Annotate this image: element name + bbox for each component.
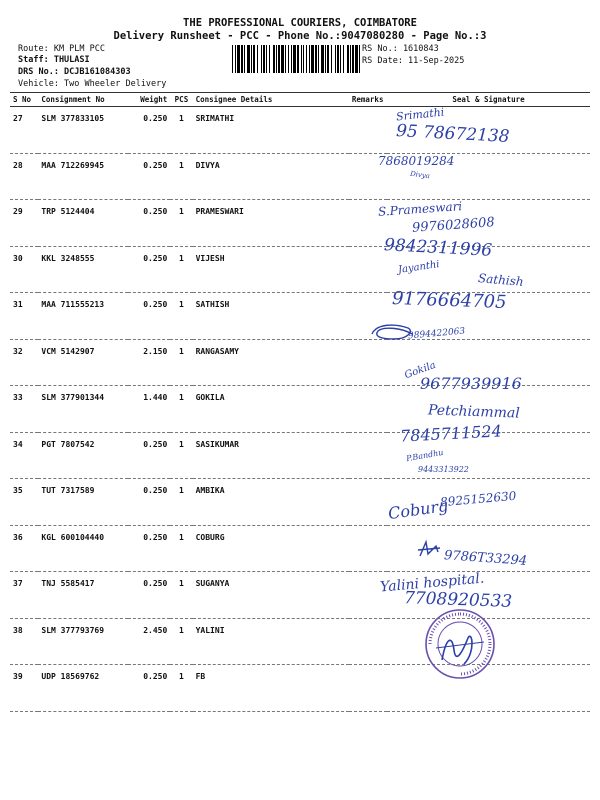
cell-remarks — [349, 665, 387, 712]
cell-consignment: KKL 3248555 — [38, 246, 127, 293]
cell-consignee: AMBIKA — [193, 479, 349, 526]
scribble-signature-icon — [416, 538, 442, 560]
handwritten-signature: Gokila — [403, 359, 438, 382]
cell-consignee: PRAMESWARI — [193, 200, 349, 247]
cell-consignee: YALINI — [193, 618, 349, 665]
handwritten-signature: Petchiammal — [427, 402, 521, 422]
barcode-bar — [237, 45, 240, 73]
cell-sno: 28 — [10, 153, 38, 200]
cell-pcs: 1 — [170, 572, 192, 619]
cell-pcs: 1 — [170, 339, 192, 386]
barcode-bar — [355, 45, 358, 73]
col-sno: S No — [10, 93, 38, 107]
barcode-bar — [263, 45, 265, 73]
barcode-bar — [288, 45, 289, 73]
cell-pcs: 1 — [170, 665, 192, 712]
cell-consignment: VCM 5142907 — [38, 339, 127, 386]
cell-consignment: SLM 377793769 — [38, 618, 127, 665]
cell-consignee: SRIMATHI — [193, 107, 349, 154]
cell-weight: 0.250 — [128, 293, 171, 340]
table-row — [10, 200, 590, 247]
cell-consignee: VIJESH — [193, 246, 349, 293]
barcode-bar — [315, 45, 317, 73]
barcode-bar — [251, 45, 252, 73]
handwritten-signature: S.Prameswari — [377, 199, 463, 219]
cell-weight: 0.250 — [128, 525, 171, 572]
barcode-bar — [241, 45, 243, 73]
cell-consignment: TRP 5124404 — [38, 200, 127, 247]
route-info: Route: KM PLM PCC — [18, 44, 105, 54]
handwritten-phone: 8925152630 — [439, 488, 517, 510]
cell-pcs: 1 — [170, 618, 192, 665]
cell-remarks — [349, 107, 387, 154]
cell-consignment: KGL 600104440 — [38, 525, 127, 572]
handwritten-phone: 9176664705 — [391, 288, 507, 313]
cell-weight: 0.250 — [128, 572, 171, 619]
cell-consignment: SLM 377833105 — [38, 107, 127, 154]
barcode-bar — [261, 45, 262, 73]
cell-consignment: PGT 7807542 — [38, 432, 127, 479]
cell-sno: 38 — [10, 618, 38, 665]
cell-remarks — [349, 246, 387, 293]
cell-consignee: FB — [193, 665, 349, 712]
col-signature: Seal & Signature — [387, 93, 590, 107]
cell-pcs: 1 — [170, 386, 192, 433]
handwritten-phone: 9443313922 — [418, 465, 469, 474]
handwritten-phone: 7708920533 — [403, 588, 513, 612]
barcode-image — [232, 45, 360, 73]
cell-sno: 33 — [10, 386, 38, 433]
handwritten-phone: 9786T33294 — [443, 548, 528, 569]
barcode-bar — [359, 45, 360, 73]
col-weight: Weight — [128, 93, 171, 107]
cell-weight: 0.250 — [128, 432, 171, 479]
cell-consignment: MAA 712269945 — [38, 153, 127, 200]
rs-date: RS Date: 11-Sep-2025 — [362, 56, 465, 66]
barcode-bar — [321, 45, 324, 73]
barcode-bar — [293, 45, 296, 73]
barcode-bar — [278, 45, 280, 73]
cell-pcs: 1 — [170, 479, 192, 526]
cell-sno: 31 — [10, 293, 38, 340]
cell-sno: 27 — [10, 107, 38, 154]
cell-consignee: SATHISH — [193, 293, 349, 340]
barcode-bar — [331, 45, 332, 73]
cell-sno: 34 — [10, 432, 38, 479]
handwritten-phone: 95 78672138 — [395, 121, 511, 147]
col-consignment: Consignment No — [38, 93, 127, 107]
handwritten-signature: Yalini hospital. — [379, 570, 485, 596]
cell-remarks — [349, 618, 387, 665]
runsheet-subtitle: Delivery Runsheet - PCC - Phone No.:9047080280 - Page No.:3 — [113, 30, 487, 42]
handwritten-signature: Sathish — [477, 271, 525, 289]
cell-pcs: 1 — [170, 107, 192, 154]
barcode-bar — [266, 45, 267, 73]
runsheet-table — [10, 92, 590, 712]
company-title: THE PROFESSIONAL COURIERS, COIMBATORE — [183, 17, 417, 29]
cell-remarks — [349, 479, 387, 526]
barcode-bar — [232, 45, 233, 73]
handwritten-phone: 9842311996 — [383, 235, 493, 261]
handwritten-phone: 7845711524 — [399, 421, 503, 446]
barcode-bar — [253, 45, 255, 73]
cell-consignee: GOKILA — [193, 386, 349, 433]
barcode-bar — [281, 45, 284, 73]
cell-weight: 2.450 — [128, 618, 171, 665]
barcode-bar — [327, 45, 329, 73]
cell-sno: 32 — [10, 339, 38, 386]
cell-pcs: 1 — [170, 525, 192, 572]
cell-sno: 37 — [10, 572, 38, 619]
cell-consignee: DIVYA — [193, 153, 349, 200]
barcode-bar — [235, 45, 236, 73]
cell-weight: 2.150 — [128, 339, 171, 386]
seal-stamp-icon — [424, 608, 496, 680]
barcode-bar — [276, 45, 277, 73]
handwritten-signature: Jayanthi — [397, 259, 441, 276]
cell-consignee: SUGANYA — [193, 572, 349, 619]
cell-weight: 0.250 — [128, 665, 171, 712]
vehicle-info: Vehicle: Two Wheeler Delivery — [18, 79, 167, 89]
barcode-bar — [335, 45, 336, 73]
table-row — [10, 153, 590, 200]
col-remarks: Remarks — [349, 93, 387, 107]
handwritten-phone: 9677939916 — [420, 374, 522, 393]
handwritten-signature: Srimathi — [395, 105, 445, 124]
cell-consignment: TUT 7317589 — [38, 479, 127, 526]
barcode-bar — [301, 45, 302, 73]
cell-sno: 39 — [10, 665, 38, 712]
rs-number: RS No.: 1610843 — [362, 44, 439, 54]
cell-weight: 0.250 — [128, 107, 171, 154]
barcode-bar — [291, 45, 292, 73]
table-row — [10, 665, 590, 712]
cell-consignment: UDP 18569762 — [38, 665, 127, 712]
barcode-bar — [306, 45, 307, 73]
barcode-bar — [337, 45, 339, 73]
cell-sno: 29 — [10, 200, 38, 247]
barcode-bar — [285, 45, 286, 73]
barcode-bar — [273, 45, 275, 73]
barcode-bar — [303, 45, 304, 73]
handwritten-signature: Divya — [409, 169, 431, 181]
barcode-bar — [352, 45, 354, 73]
col-pcs: PCS — [170, 93, 192, 107]
handwritten-phone: 7868019284 — [378, 154, 455, 168]
barcode-bar — [247, 45, 250, 73]
cell-consignee: COBURG — [193, 525, 349, 572]
drs-number: DRS No.: DCJB161084303 — [18, 67, 131, 77]
barcode-bar — [297, 45, 299, 73]
cell-pcs: 1 — [170, 200, 192, 247]
cell-weight: 0.250 — [128, 200, 171, 247]
barcode-bar — [309, 45, 310, 73]
cell-consignment: MAA 711555213 — [38, 293, 127, 340]
barcode-bar — [257, 45, 258, 73]
handwritten-phone: 9976028608 — [411, 215, 496, 236]
barcode-bar — [343, 45, 344, 73]
barcode-bar — [318, 45, 319, 73]
cell-pcs: 1 — [170, 293, 192, 340]
staff-info: Staff: THULASI — [18, 55, 90, 65]
cell-consignment: TNJ 5585417 — [38, 572, 127, 619]
cell-sno: 36 — [10, 525, 38, 572]
cell-remarks — [349, 432, 387, 479]
cell-weight: 0.250 — [128, 246, 171, 293]
col-consignee: Consignee Details — [193, 93, 349, 107]
cell-weight: 0.250 — [128, 153, 171, 200]
cell-pcs: 1 — [170, 153, 192, 200]
cell-consignee: RANGASAMY — [193, 339, 349, 386]
cell-consignee: SASIKUMAR — [193, 432, 349, 479]
cell-remarks — [349, 525, 387, 572]
barcode-bar — [244, 45, 245, 73]
barcode-bar — [325, 45, 326, 73]
cell-remarks — [349, 386, 387, 433]
handwritten-phone: 9894422063 — [407, 326, 466, 342]
barcode-bar — [311, 45, 314, 73]
barcode-bar — [350, 45, 351, 73]
cell-weight: 1.440 — [128, 386, 171, 433]
table-row — [10, 618, 590, 665]
cell-sno: 35 — [10, 479, 38, 526]
handwritten-signature: Coburg — [386, 495, 450, 524]
handwritten-signature: P.Bandhu — [405, 447, 445, 464]
cell-pcs: 1 — [170, 246, 192, 293]
barcode-bar — [340, 45, 341, 73]
table-header-row — [10, 93, 590, 107]
table-row — [10, 432, 590, 479]
barcode-bar — [347, 45, 349, 73]
cell-sno: 30 — [10, 246, 38, 293]
cell-pcs: 1 — [170, 432, 192, 479]
cell-weight: 0.250 — [128, 479, 171, 526]
barcode-bar — [269, 45, 270, 73]
cell-consignment: SLM 377901344 — [38, 386, 127, 433]
